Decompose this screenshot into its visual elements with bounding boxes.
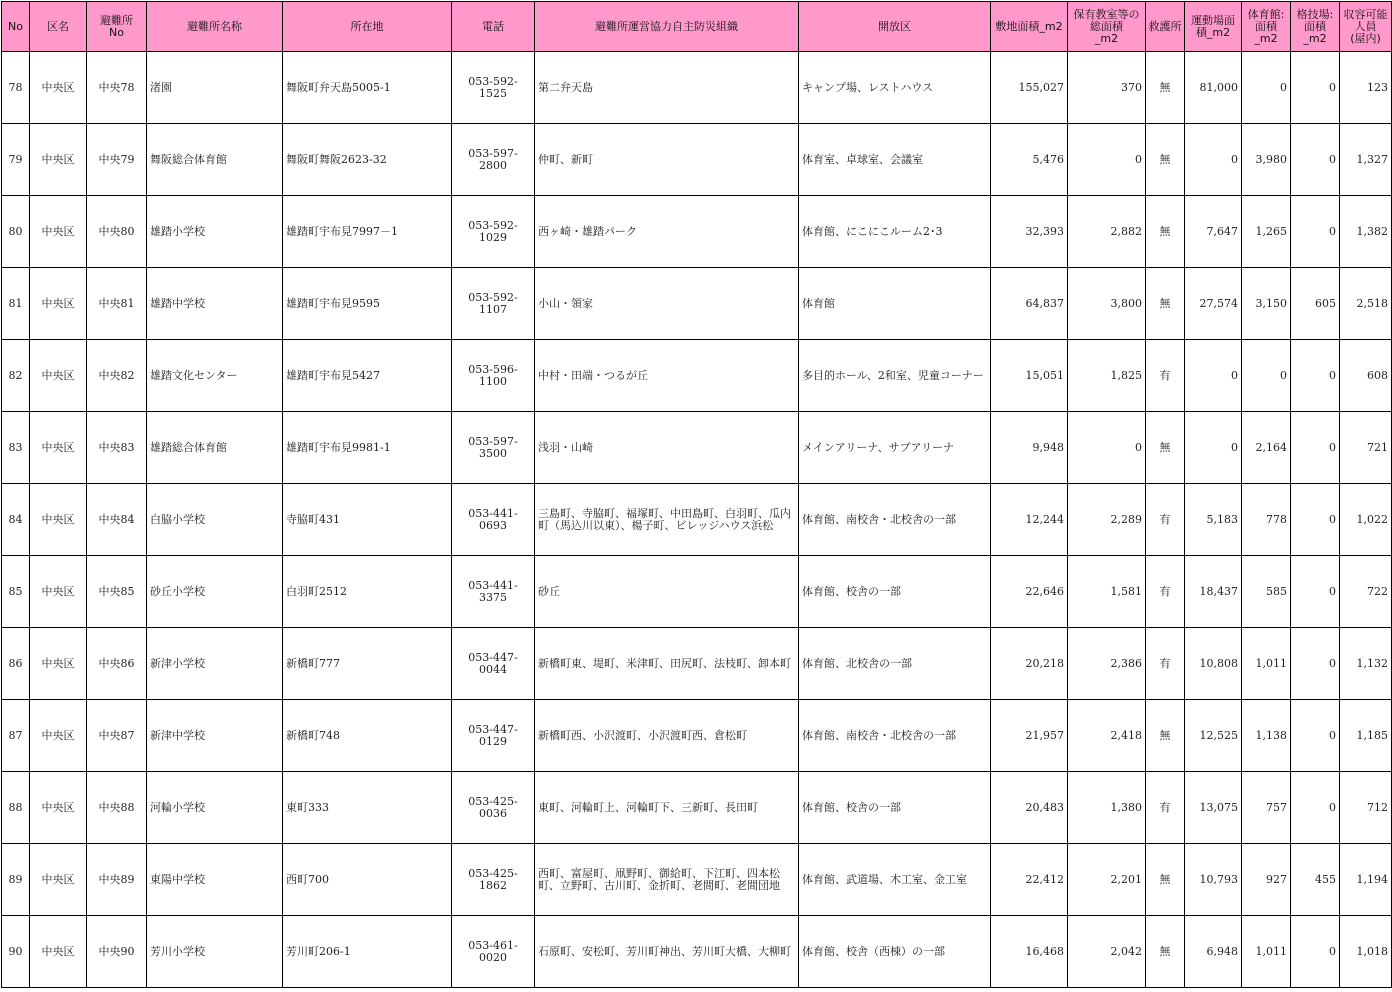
cell-shelter-no: 中央79 bbox=[87, 124, 147, 196]
cell-martial-area: 455 bbox=[1291, 844, 1340, 916]
cell-phone: 053-425-1862 bbox=[452, 844, 535, 916]
cell-no: 79 bbox=[2, 124, 30, 196]
cell-phone: 053-597-2800 bbox=[452, 124, 535, 196]
table-row bbox=[2, 124, 1392, 196]
cell-site-area: 5,476 bbox=[991, 124, 1068, 196]
cell-name: 芳川小学校 bbox=[147, 916, 283, 988]
cell-martial-area: 0 bbox=[1291, 628, 1340, 700]
cell-org: 砂丘 bbox=[535, 556, 799, 628]
cell-shelter-no: 中央87 bbox=[87, 700, 147, 772]
cell-gym-area: 778 bbox=[1242, 484, 1291, 556]
cell-ground-area: 5,183 bbox=[1185, 484, 1242, 556]
cell-ward: 中央区 bbox=[30, 484, 87, 556]
cell-shelter-no: 中央78 bbox=[87, 52, 147, 124]
table-row bbox=[2, 196, 1392, 268]
cell-rescue: 無 bbox=[1146, 844, 1185, 916]
cell-ward: 中央区 bbox=[30, 52, 87, 124]
column-header-shelter-no: 避難所 No bbox=[87, 2, 147, 52]
cell-areas: キャンプ場、レストハウス bbox=[799, 52, 991, 124]
cell-no: 88 bbox=[2, 772, 30, 844]
cell-martial-area: 605 bbox=[1291, 268, 1340, 340]
table-row bbox=[2, 628, 1392, 700]
cell-name: 東陽中学校 bbox=[147, 844, 283, 916]
cell-gym-area: 3,980 bbox=[1242, 124, 1291, 196]
cell-classroom-area: 3,800 bbox=[1068, 268, 1146, 340]
cell-ward: 中央区 bbox=[30, 412, 87, 484]
cell-areas: 体育館、校舎（西棟）の一部 bbox=[799, 916, 991, 988]
cell-address: 雄踏町宇布見9981-1 bbox=[283, 412, 452, 484]
cell-no: 81 bbox=[2, 268, 30, 340]
cell-phone: 053-592-1107 bbox=[452, 268, 535, 340]
cell-address: 寺脇町431 bbox=[283, 484, 452, 556]
cell-org: 浅羽・山崎 bbox=[535, 412, 799, 484]
cell-ward: 中央区 bbox=[30, 556, 87, 628]
cell-shelter-no: 中央82 bbox=[87, 340, 147, 412]
cell-gym-area: 2,164 bbox=[1242, 412, 1291, 484]
cell-classroom-area: 2,201 bbox=[1068, 844, 1146, 916]
column-header-org: 避難所運営協力自主防災組織 bbox=[535, 2, 799, 52]
cell-phone: 053-596-1100 bbox=[452, 340, 535, 412]
cell-classroom-area: 2,882 bbox=[1068, 196, 1146, 268]
cell-rescue: 無 bbox=[1146, 124, 1185, 196]
column-header-martial-area: 格技場: 面積_m2 bbox=[1291, 2, 1340, 52]
cell-ward: 中央区 bbox=[30, 628, 87, 700]
cell-address: 雄踏町宇布見5427 bbox=[283, 340, 452, 412]
cell-rescue: 無 bbox=[1146, 52, 1185, 124]
cell-martial-area: 0 bbox=[1291, 196, 1340, 268]
cell-capacity: 712 bbox=[1340, 772, 1392, 844]
cell-areas: メインアリーナ、サブアリーナ bbox=[799, 412, 991, 484]
cell-rescue: 無 bbox=[1146, 196, 1185, 268]
cell-capacity: 123 bbox=[1340, 52, 1392, 124]
cell-classroom-area: 2,042 bbox=[1068, 916, 1146, 988]
cell-site-area: 155,027 bbox=[991, 52, 1068, 124]
cell-org: 中村・田端・つるが丘 bbox=[535, 340, 799, 412]
cell-classroom-area: 1,581 bbox=[1068, 556, 1146, 628]
cell-address: 舞阪町弁天島5005-1 bbox=[283, 52, 452, 124]
cell-phone: 053-597-3500 bbox=[452, 412, 535, 484]
cell-shelter-no: 中央81 bbox=[87, 268, 147, 340]
cell-martial-area: 0 bbox=[1291, 412, 1340, 484]
cell-areas: 多目的ホール、2和室、児童コーナー bbox=[799, 340, 991, 412]
cell-gym-area: 3,150 bbox=[1242, 268, 1291, 340]
cell-shelter-no: 中央88 bbox=[87, 772, 147, 844]
cell-name: 雄踏中学校 bbox=[147, 268, 283, 340]
cell-gym-area: 927 bbox=[1242, 844, 1291, 916]
cell-phone: 053-441-0693 bbox=[452, 484, 535, 556]
cell-org: 新橋町西、小沢渡町、小沢渡町西、倉松町 bbox=[535, 700, 799, 772]
cell-areas: 体育室、卓球室、会議室 bbox=[799, 124, 991, 196]
cell-ward: 中央区 bbox=[30, 124, 87, 196]
cell-ward: 中央区 bbox=[30, 268, 87, 340]
cell-phone: 053-441-3375 bbox=[452, 556, 535, 628]
cell-site-area: 15,051 bbox=[991, 340, 1068, 412]
cell-site-area: 20,483 bbox=[991, 772, 1068, 844]
cell-no: 83 bbox=[2, 412, 30, 484]
column-header-ground-area: 運動場面 積_m2 bbox=[1185, 2, 1242, 52]
cell-org: 小山・領家 bbox=[535, 268, 799, 340]
cell-ground-area: 0 bbox=[1185, 340, 1242, 412]
cell-ground-area: 10,793 bbox=[1185, 844, 1242, 916]
cell-org: 西町、富屋町、凧野町、御給町、下江町、四本松町、立野町、古川町、金折町、老間町、老間団地 bbox=[535, 844, 799, 916]
cell-phone: 053-447-0044 bbox=[452, 628, 535, 700]
table-row bbox=[2, 52, 1392, 124]
cell-ground-area: 18,437 bbox=[1185, 556, 1242, 628]
cell-capacity: 722 bbox=[1340, 556, 1392, 628]
cell-areas: 体育館、武道場、木工室、金工室 bbox=[799, 844, 991, 916]
cell-phone: 053-425-0036 bbox=[452, 772, 535, 844]
cell-capacity: 1,194 bbox=[1340, 844, 1392, 916]
cell-name: 河輪小学校 bbox=[147, 772, 283, 844]
cell-name: 雄踏総合体育館 bbox=[147, 412, 283, 484]
cell-gym-area: 1,138 bbox=[1242, 700, 1291, 772]
cell-shelter-no: 中央90 bbox=[87, 916, 147, 988]
cell-ground-area: 0 bbox=[1185, 124, 1242, 196]
cell-shelter-no: 中央83 bbox=[87, 412, 147, 484]
cell-no: 80 bbox=[2, 196, 30, 268]
cell-rescue: 有 bbox=[1146, 772, 1185, 844]
cell-no: 84 bbox=[2, 484, 30, 556]
cell-address: 新橋町748 bbox=[283, 700, 452, 772]
cell-ward: 中央区 bbox=[30, 340, 87, 412]
cell-ground-area: 7,647 bbox=[1185, 196, 1242, 268]
cell-gym-area: 1,265 bbox=[1242, 196, 1291, 268]
cell-rescue: 無 bbox=[1146, 700, 1185, 772]
cell-address: 芳川町206-1 bbox=[283, 916, 452, 988]
table-row bbox=[2, 268, 1392, 340]
cell-ground-area: 12,525 bbox=[1185, 700, 1242, 772]
cell-site-area: 22,646 bbox=[991, 556, 1068, 628]
column-header-address: 所在地 bbox=[283, 2, 452, 52]
table-row bbox=[2, 772, 1392, 844]
cell-shelter-no: 中央89 bbox=[87, 844, 147, 916]
cell-capacity: 1,022 bbox=[1340, 484, 1392, 556]
cell-name: 雄踏文化センター bbox=[147, 340, 283, 412]
cell-gym-area: 0 bbox=[1242, 52, 1291, 124]
cell-address: 雄踏町宇布見9595 bbox=[283, 268, 452, 340]
cell-rescue: 有 bbox=[1146, 628, 1185, 700]
cell-name: 新津小学校 bbox=[147, 628, 283, 700]
cell-ground-area: 0 bbox=[1185, 412, 1242, 484]
cell-areas: 体育館、北校舎の一部 bbox=[799, 628, 991, 700]
cell-classroom-area: 1,380 bbox=[1068, 772, 1146, 844]
cell-shelter-no: 中央86 bbox=[87, 628, 147, 700]
cell-phone: 053-461-0020 bbox=[452, 916, 535, 988]
cell-ground-area: 13,075 bbox=[1185, 772, 1242, 844]
cell-gym-area: 757 bbox=[1242, 772, 1291, 844]
table-row bbox=[2, 556, 1392, 628]
cell-address: 白羽町2512 bbox=[283, 556, 452, 628]
cell-name: 白脇小学校 bbox=[147, 484, 283, 556]
cell-no: 85 bbox=[2, 556, 30, 628]
cell-site-area: 21,957 bbox=[991, 700, 1068, 772]
cell-capacity: 1,018 bbox=[1340, 916, 1392, 988]
cell-martial-area: 0 bbox=[1291, 916, 1340, 988]
cell-capacity: 721 bbox=[1340, 412, 1392, 484]
cell-name: 新津中学校 bbox=[147, 700, 283, 772]
cell-capacity: 1,185 bbox=[1340, 700, 1392, 772]
cell-name: 雄踏小学校 bbox=[147, 196, 283, 268]
cell-no: 78 bbox=[2, 52, 30, 124]
cell-org: 仲町、新町 bbox=[535, 124, 799, 196]
cell-no: 89 bbox=[2, 844, 30, 916]
cell-site-area: 32,393 bbox=[991, 196, 1068, 268]
cell-no: 86 bbox=[2, 628, 30, 700]
cell-ward: 中央区 bbox=[30, 772, 87, 844]
cell-no: 90 bbox=[2, 916, 30, 988]
column-header-areas: 開放区 bbox=[799, 2, 991, 52]
cell-areas: 体育館、校舎の一部 bbox=[799, 772, 991, 844]
cell-capacity: 608 bbox=[1340, 340, 1392, 412]
table-header bbox=[2, 2, 1392, 52]
cell-rescue: 有 bbox=[1146, 340, 1185, 412]
cell-ground-area: 6,948 bbox=[1185, 916, 1242, 988]
cell-classroom-area: 2,418 bbox=[1068, 700, 1146, 772]
cell-ward: 中央区 bbox=[30, 844, 87, 916]
cell-phone: 053-592-1029 bbox=[452, 196, 535, 268]
cell-address: 東町333 bbox=[283, 772, 452, 844]
cell-ward: 中央区 bbox=[30, 700, 87, 772]
table-row bbox=[2, 484, 1392, 556]
table-row bbox=[2, 412, 1392, 484]
column-header-no: No bbox=[2, 2, 30, 52]
cell-site-area: 20,218 bbox=[991, 628, 1068, 700]
cell-org: 西ヶ崎・雄踏パーク bbox=[535, 196, 799, 268]
cell-site-area: 9,948 bbox=[991, 412, 1068, 484]
cell-gym-area: 585 bbox=[1242, 556, 1291, 628]
cell-areas: 体育館、南校舎・北校舎の一部 bbox=[799, 484, 991, 556]
column-header-gym-area: 体育館: 面積_m2 bbox=[1242, 2, 1291, 52]
cell-org: 石原町、安松町、芳川町神出、芳川町大橋、大柳町 bbox=[535, 916, 799, 988]
table-row bbox=[2, 340, 1392, 412]
cell-martial-area: 0 bbox=[1291, 772, 1340, 844]
cell-martial-area: 0 bbox=[1291, 124, 1340, 196]
cell-classroom-area: 2,289 bbox=[1068, 484, 1146, 556]
cell-areas: 体育館 bbox=[799, 268, 991, 340]
cell-areas: 体育館、南校舎・北校舎の一部 bbox=[799, 700, 991, 772]
cell-areas: 体育館、校舎の一部 bbox=[799, 556, 991, 628]
table-row bbox=[2, 844, 1392, 916]
cell-no: 82 bbox=[2, 340, 30, 412]
cell-classroom-area: 370 bbox=[1068, 52, 1146, 124]
cell-rescue: 無 bbox=[1146, 916, 1185, 988]
cell-areas: 体育館、にこにこルーム2･3 bbox=[799, 196, 991, 268]
cell-martial-area: 0 bbox=[1291, 340, 1340, 412]
shelter-table bbox=[1, 1, 1392, 988]
table-row bbox=[2, 700, 1392, 772]
cell-shelter-no: 中央85 bbox=[87, 556, 147, 628]
cell-address: 新橋町777 bbox=[283, 628, 452, 700]
column-header-phone: 電話 bbox=[452, 2, 535, 52]
cell-name: 渚園 bbox=[147, 52, 283, 124]
cell-martial-area: 0 bbox=[1291, 556, 1340, 628]
cell-capacity: 1,327 bbox=[1340, 124, 1392, 196]
cell-classroom-area: 2,386 bbox=[1068, 628, 1146, 700]
column-header-site-area: 敷地面積_m2 bbox=[991, 2, 1068, 52]
cell-martial-area: 0 bbox=[1291, 52, 1340, 124]
cell-shelter-no: 中央84 bbox=[87, 484, 147, 556]
table-row bbox=[2, 916, 1392, 988]
column-header-name: 避難所名称 bbox=[147, 2, 283, 52]
table-body bbox=[2, 52, 1392, 988]
cell-ward: 中央区 bbox=[30, 916, 87, 988]
cell-site-area: 16,468 bbox=[991, 916, 1068, 988]
cell-address: 雄踏町宇布見7997－1 bbox=[283, 196, 452, 268]
cell-capacity: 1,382 bbox=[1340, 196, 1392, 268]
cell-ground-area: 10,808 bbox=[1185, 628, 1242, 700]
cell-address: 西町700 bbox=[283, 844, 452, 916]
cell-rescue: 有 bbox=[1146, 556, 1185, 628]
cell-capacity: 2,518 bbox=[1340, 268, 1392, 340]
cell-site-area: 64,837 bbox=[991, 268, 1068, 340]
cell-gym-area: 1,011 bbox=[1242, 916, 1291, 988]
cell-shelter-no: 中央80 bbox=[87, 196, 147, 268]
cell-site-area: 12,244 bbox=[991, 484, 1068, 556]
cell-gym-area: 0 bbox=[1242, 340, 1291, 412]
cell-rescue: 無 bbox=[1146, 268, 1185, 340]
cell-capacity: 1,132 bbox=[1340, 628, 1392, 700]
cell-no: 87 bbox=[2, 700, 30, 772]
column-header-rescue: 救護所 bbox=[1146, 2, 1185, 52]
cell-ground-area: 27,574 bbox=[1185, 268, 1242, 340]
cell-org: 東町、河輪町上、河輪町下、三新町、長田町 bbox=[535, 772, 799, 844]
cell-rescue: 無 bbox=[1146, 412, 1185, 484]
cell-ground-area: 81,000 bbox=[1185, 52, 1242, 124]
header-row bbox=[2, 2, 1392, 52]
cell-name: 砂丘小学校 bbox=[147, 556, 283, 628]
cell-address: 舞阪町舞阪2623-32 bbox=[283, 124, 452, 196]
cell-gym-area: 1,011 bbox=[1242, 628, 1291, 700]
column-header-classroom-area: 保有教室等の 総面積 _m2 bbox=[1068, 2, 1146, 52]
cell-name: 舞阪総合体育館 bbox=[147, 124, 283, 196]
cell-martial-area: 0 bbox=[1291, 484, 1340, 556]
cell-site-area: 22,412 bbox=[991, 844, 1068, 916]
cell-ward: 中央区 bbox=[30, 196, 87, 268]
cell-martial-area: 0 bbox=[1291, 700, 1340, 772]
cell-rescue: 有 bbox=[1146, 484, 1185, 556]
cell-classroom-area: 0 bbox=[1068, 412, 1146, 484]
cell-classroom-area: 1,825 bbox=[1068, 340, 1146, 412]
cell-phone: 053-592-1525 bbox=[452, 52, 535, 124]
column-header-capacity: 収容可能 人員 (屋内) bbox=[1340, 2, 1392, 52]
cell-org: 新橋町東、堤町、米津町、田尻町、法枝町、卸本町 bbox=[535, 628, 799, 700]
column-header-ward: 区名 bbox=[30, 2, 87, 52]
cell-phone: 053-447-0129 bbox=[452, 700, 535, 772]
cell-org: 第二弁天島 bbox=[535, 52, 799, 124]
cell-classroom-area: 0 bbox=[1068, 124, 1146, 196]
cell-org: 三島町、寺脇町、福塚町、中田島町、白羽町、瓜内町（馬込川以東）、楊子町、ビレッジハウス浜松 bbox=[535, 484, 799, 556]
